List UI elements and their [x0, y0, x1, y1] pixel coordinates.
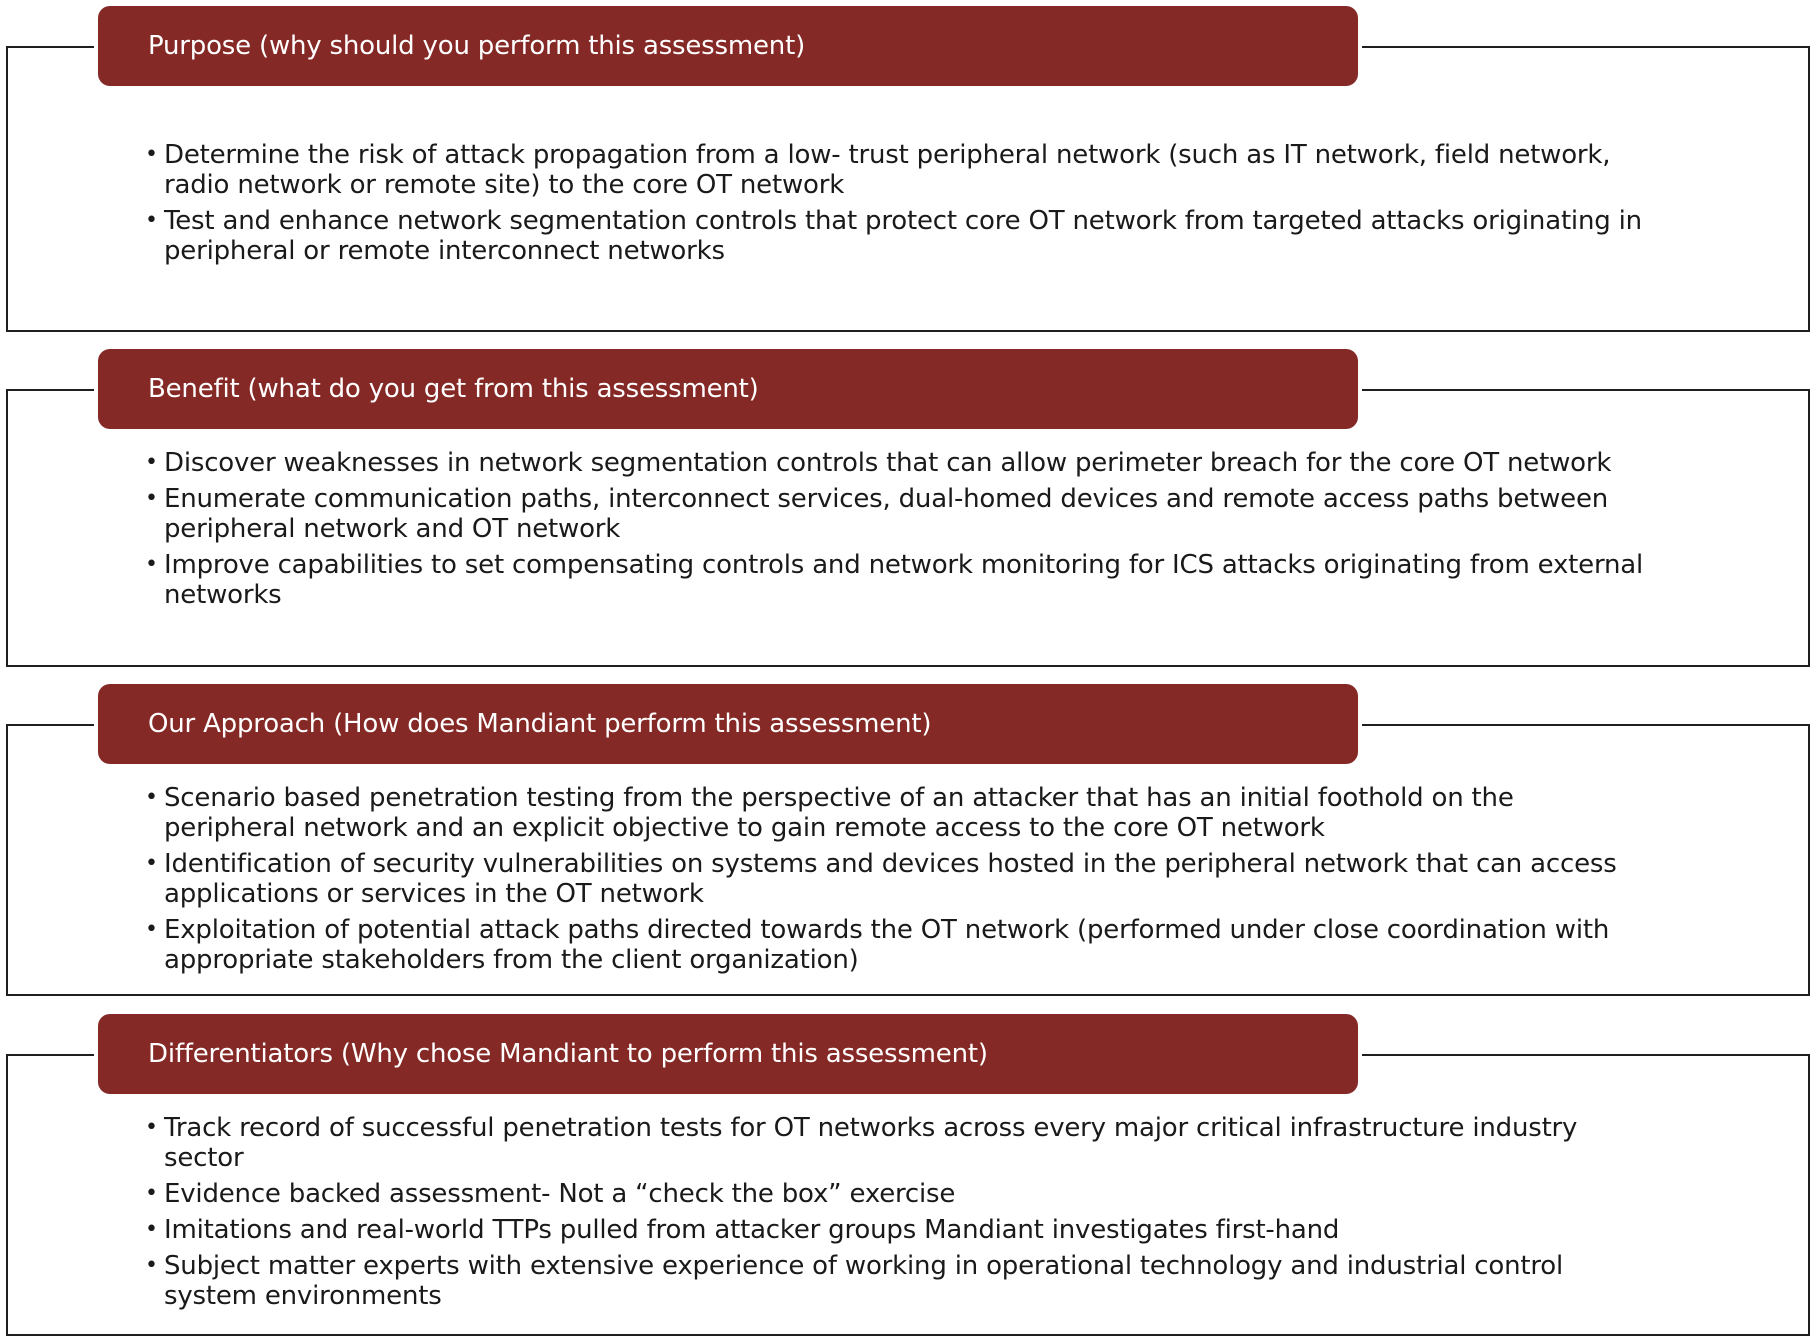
differentiators-header: Differentiators (Why chose Mandiant to perform this assessment) [98, 1014, 1358, 1094]
list-item: • Imitations and real-world TTPs pulled from attacker groups Mandiant investigates first-hand [145, 1215, 1645, 1245]
purpose-header: Purpose (why should you perform this assessment) [98, 6, 1358, 86]
list-item: • Subject matter experts with extensive experience of working in operational technology and industrial control system environments [145, 1251, 1645, 1311]
list-item: • Scenario based penetration testing from the perspective of an attacker that has an initial foothold on the peripheral network and an explicit objective to gain remote access to the core OT network [145, 783, 1645, 843]
list-item: • Determine the risk of attack propagation from a low- trust peripheral network (such as IT network, field network, radio network or remote site) to the core OT network [145, 140, 1645, 200]
list-item: • Test and enhance network segmentation controls that protect core OT network from targeted attacks originating in peripheral or remote interconnect networks [145, 206, 1645, 266]
benefit-list [145, 448, 1645, 616]
list-item: • Enumerate communication paths, interconnect services, dual-homed devices and remote access paths between peripheral network and OT network [145, 484, 1645, 544]
list-item: • Discover weaknesses in network segmentation controls that can allow perimeter breach for the core OT network [145, 448, 1645, 478]
benefit-header: Benefit (what do you get from this assessment) [98, 349, 1358, 429]
list-item: • Improve capabilities to set compensating controls and network monitoring for ICS attacks originating from external networks [145, 550, 1645, 610]
list-item: • Track record of successful penetration tests for OT networks across every major critical infrastructure industry sector [145, 1113, 1645, 1173]
list-item: • Identification of security vulnerabilities on systems and devices hosted in the peripheral network that can access applications or services in the OT network [145, 849, 1645, 909]
approach-header: Our Approach (How does Mandiant perform this assessment) [98, 684, 1358, 764]
differentiators-list [145, 1113, 1645, 1317]
list-item: • Evidence backed assessment- Not a “check the box” exercise [145, 1179, 1645, 1209]
approach-list [145, 783, 1645, 981]
list-item: • Exploitation of potential attack paths directed towards the OT network (performed under close coordination with appropriate stakeholders from the client organization) [145, 915, 1645, 975]
purpose-list [145, 140, 1645, 272]
